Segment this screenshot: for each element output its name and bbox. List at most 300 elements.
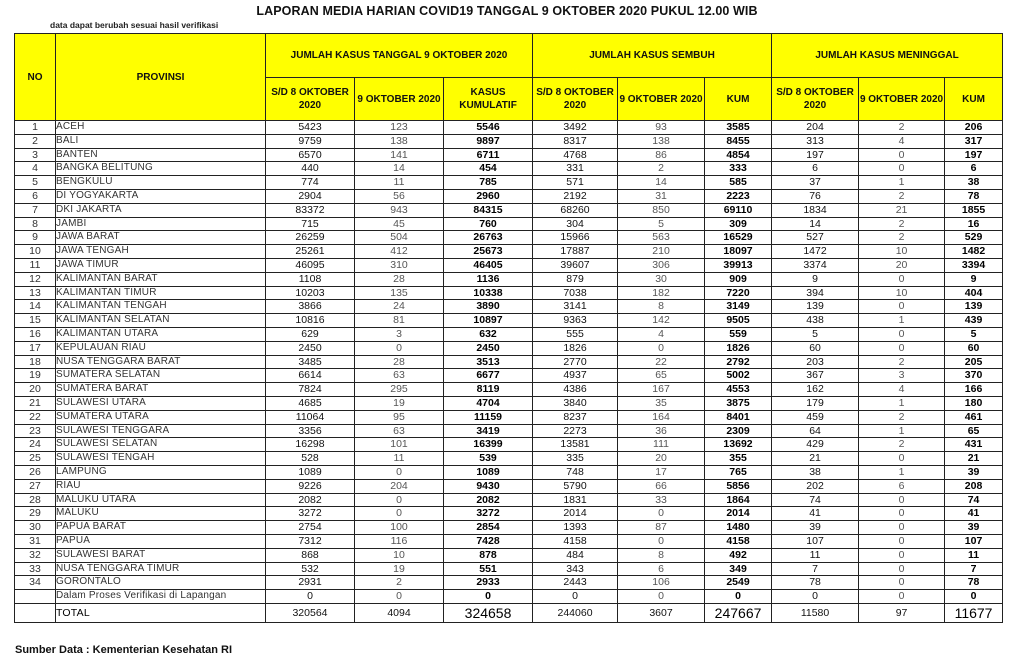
cell-deaths-today: 2: [859, 438, 945, 452]
cell-cases-cumulative: 3513: [444, 355, 533, 369]
cell-cases-cumulative: 3890: [444, 300, 533, 314]
cell-deaths-prev: 9: [772, 272, 859, 286]
table-row: [15, 424, 1003, 438]
cell-recovered-prev: 3141: [533, 300, 618, 314]
cell-cases-today: 141: [355, 148, 444, 162]
cell-deaths-cumulative: 1482: [945, 245, 1003, 259]
cell-cases-cumulative: 6677: [444, 369, 533, 383]
data-source: Sumber Data : Kementerian Kesehatan RI: [15, 644, 233, 656]
cell-deaths-today: 0: [859, 327, 945, 341]
cell-deaths-today: 0: [859, 562, 945, 576]
cell-deaths-today: 10: [859, 245, 945, 259]
cell-cases-prev: 25261: [266, 245, 355, 259]
cell-no: 19: [15, 369, 56, 383]
cell-cases-prev: 2450: [266, 341, 355, 355]
cell-recovered-today: 2: [618, 162, 705, 176]
cell-deaths-prev: 202: [772, 479, 859, 493]
cell-recovered-prev: 1393: [533, 521, 618, 535]
verification-note: data dapat berubah sesuai hasil verifikasi: [50, 20, 219, 30]
cell-cases-prev: 6570: [266, 148, 355, 162]
cell-recovered-cumulative: 765: [705, 465, 772, 479]
cell-no: 13: [15, 286, 56, 300]
covid-report-table: [14, 33, 1003, 623]
table-row: [15, 590, 1003, 604]
cell-recovered-prev: 8317: [533, 134, 618, 148]
cell-cases-today: 0: [355, 590, 444, 604]
cell-cases-cumulative: 84315: [444, 203, 533, 217]
cell-deaths-prev: 3374: [772, 258, 859, 272]
cell-cases-today: 45: [355, 217, 444, 231]
cell-deaths-cumulative: 3394: [945, 258, 1003, 272]
cell-recovered-today: 6: [618, 562, 705, 576]
cell-recovered-prev: 17887: [533, 245, 618, 259]
cell-deaths-prev: 60: [772, 341, 859, 355]
cell-deaths-cumulative: 166: [945, 383, 1003, 397]
cell-recovered-today: 106: [618, 576, 705, 590]
cell-cases-today: 11: [355, 176, 444, 190]
cell-no: 27: [15, 479, 56, 493]
cell-provinsi: KALIMANTAN UTARA: [56, 327, 266, 341]
cell-cases-cumulative: 16399: [444, 438, 533, 452]
cell-recovered-prev: 335: [533, 452, 618, 466]
cell-cases-cumulative: 3419: [444, 424, 533, 438]
cell-provinsi: SUMATERA SELATAN: [56, 369, 266, 383]
table-row: [15, 203, 1003, 217]
cell-recovered-cumulative: 0: [705, 590, 772, 604]
cell-recovered-today: 0: [618, 534, 705, 548]
cell-deaths-cumulative: 78: [945, 189, 1003, 203]
table-row: [15, 548, 1003, 562]
cell-cases-prev: 2931: [266, 576, 355, 590]
cell-cases-today: 0: [355, 493, 444, 507]
cell-recovered-prev: 5790: [533, 479, 618, 493]
cell-cases-today: 412: [355, 245, 444, 259]
cell-recovered-today: 17: [618, 465, 705, 479]
cell-no: [15, 590, 56, 604]
cell-cases-today: 0: [355, 341, 444, 355]
table-row: [15, 438, 1003, 452]
cell-deaths-prev: 78: [772, 576, 859, 590]
cell-recovered-today: 5: [618, 217, 705, 231]
cell-deaths-prev: 107: [772, 534, 859, 548]
cell-recovered-cumulative: 309: [705, 217, 772, 231]
cell-cases-cumulative: 1136: [444, 272, 533, 286]
cell-deaths-cumulative: 439: [945, 314, 1003, 328]
cell-deaths-cumulative: 370: [945, 369, 1003, 383]
table-row: [15, 231, 1003, 245]
cell-no: 30: [15, 521, 56, 535]
cell-cases-today: 135: [355, 286, 444, 300]
table-row: [15, 410, 1003, 424]
cell-recovered-cumulative: 5002: [705, 369, 772, 383]
cell-deaths-prev: 162: [772, 383, 859, 397]
cell-recovered-cumulative: 4553: [705, 383, 772, 397]
cell-provinsi: PAPUA: [56, 534, 266, 548]
cell-recovered-cumulative: 9505: [705, 314, 772, 328]
cell-deaths-today: 0: [859, 548, 945, 562]
cell-cases-prev: 16298: [266, 438, 355, 452]
cell-provinsi: BENGKULU: [56, 176, 266, 190]
header-group-row: [15, 34, 1003, 78]
table-row: [15, 479, 1003, 493]
cell-recovered-prev: 331: [533, 162, 618, 176]
header-cases-prev: S/D 8 OKTOBER 2020: [266, 78, 355, 121]
cell-cases-prev: 3356: [266, 424, 355, 438]
cell-recovered-prev: 0: [533, 590, 618, 604]
cell-cases-cumulative: 551: [444, 562, 533, 576]
cell-recovered-today: 167: [618, 383, 705, 397]
cell-deaths-today: 0: [859, 576, 945, 590]
cell-cases-today: 123: [355, 121, 444, 135]
cell-cases-cumulative: 6711: [444, 148, 533, 162]
cell-recovered-today: 14: [618, 176, 705, 190]
cell-cases-today: 4094: [355, 603, 444, 622]
table-row: [15, 162, 1003, 176]
table-row: [15, 562, 1003, 576]
cell-deaths-today: 1: [859, 314, 945, 328]
cell-provinsi: JAWA TIMUR: [56, 258, 266, 272]
cell-cases-today: 11: [355, 452, 444, 466]
cell-cases-today: 63: [355, 369, 444, 383]
cell-deaths-prev: 179: [772, 396, 859, 410]
cell-no: 26: [15, 465, 56, 479]
cell-deaths-prev: 204: [772, 121, 859, 135]
cell-deaths-today: 0: [859, 272, 945, 286]
table-row: [15, 217, 1003, 231]
cell-no: 32: [15, 548, 56, 562]
cell-no: 7: [15, 203, 56, 217]
cell-cases-cumulative: 0: [444, 590, 533, 604]
table-row: [15, 286, 1003, 300]
cell-deaths-prev: 438: [772, 314, 859, 328]
cell-recovered-prev: 3492: [533, 121, 618, 135]
cell-cases-cumulative: 324658: [444, 603, 533, 622]
cell-deaths-cumulative: 21: [945, 452, 1003, 466]
cell-recovered-cumulative: 355: [705, 452, 772, 466]
cell-recovered-today: 4: [618, 327, 705, 341]
cell-no: 22: [15, 410, 56, 424]
cell-provinsi: TOTAL: [56, 603, 266, 622]
cell-cases-prev: 2082: [266, 493, 355, 507]
cell-cases-cumulative: 2960: [444, 189, 533, 203]
report-title: LAPORAN MEDIA HARIAN COVID19 TANGGAL 9 OKTOBER 2020 PUKUL 12.00 WIB: [256, 4, 758, 18]
cell-deaths-today: 0: [859, 590, 945, 604]
cell-cases-prev: 868: [266, 548, 355, 562]
cell-recovered-today: 93: [618, 121, 705, 135]
cell-recovered-prev: 1826: [533, 341, 618, 355]
cell-recovered-cumulative: 4854: [705, 148, 772, 162]
cell-deaths-cumulative: 11: [945, 548, 1003, 562]
table-row: [15, 534, 1003, 548]
cell-deaths-today: 0: [859, 534, 945, 548]
cell-cases-prev: 1089: [266, 465, 355, 479]
header-deaths-cumulative: KUM: [945, 78, 1003, 121]
cell-no: 33: [15, 562, 56, 576]
cell-recovered-prev: 555: [533, 327, 618, 341]
cell-recovered-today: 36: [618, 424, 705, 438]
cell-provinsi: SULAWESI BARAT: [56, 548, 266, 562]
cell-recovered-prev: 4937: [533, 369, 618, 383]
cell-recovered-prev: 571: [533, 176, 618, 190]
header-group-cases: JUMLAH KASUS TANGGAL 9 OKTOBER 2020: [266, 34, 533, 78]
table-row: [15, 493, 1003, 507]
cell-cases-cumulative: 4704: [444, 396, 533, 410]
cell-provinsi: RIAU: [56, 479, 266, 493]
cell-recovered-cumulative: 4158: [705, 534, 772, 548]
cell-provinsi: BALI: [56, 134, 266, 148]
cell-recovered-cumulative: 3875: [705, 396, 772, 410]
cell-no: 10: [15, 245, 56, 259]
cell-deaths-today: 4: [859, 383, 945, 397]
cell-recovered-today: 65: [618, 369, 705, 383]
cell-deaths-today: 0: [859, 300, 945, 314]
cell-cases-prev: 440: [266, 162, 355, 176]
cell-recovered-cumulative: 1480: [705, 521, 772, 535]
cell-recovered-prev: 8237: [533, 410, 618, 424]
cell-recovered-today: 0: [618, 507, 705, 521]
header-group-recovered: JUMLAH KASUS SEMBUH: [533, 34, 772, 78]
cell-cases-today: 100: [355, 521, 444, 535]
cell-deaths-cumulative: 9: [945, 272, 1003, 286]
cell-cases-today: 2: [355, 576, 444, 590]
cell-recovered-prev: 9363: [533, 314, 618, 328]
cell-cases-cumulative: 632: [444, 327, 533, 341]
header-no: NO: [15, 34, 56, 121]
cell-provinsi: KALIMANTAN BARAT: [56, 272, 266, 286]
cell-recovered-today: 182: [618, 286, 705, 300]
table-row: [15, 272, 1003, 286]
cell-cases-prev: 528: [266, 452, 355, 466]
cell-deaths-cumulative: 1855: [945, 203, 1003, 217]
cell-provinsi: DI YOGYAKARTA: [56, 189, 266, 203]
cell-deaths-cumulative: 139: [945, 300, 1003, 314]
cell-cases-prev: 7312: [266, 534, 355, 548]
table-row: [15, 176, 1003, 190]
cell-deaths-prev: 7: [772, 562, 859, 576]
cell-cases-cumulative: 11159: [444, 410, 533, 424]
cell-cases-cumulative: 46405: [444, 258, 533, 272]
cell-deaths-cumulative: 317: [945, 134, 1003, 148]
cell-cases-cumulative: 9897: [444, 134, 533, 148]
cell-deaths-prev: 74: [772, 493, 859, 507]
cell-cases-prev: 2754: [266, 521, 355, 535]
cell-cases-today: 0: [355, 507, 444, 521]
cell-no: 1: [15, 121, 56, 135]
cell-recovered-prev: 2014: [533, 507, 618, 521]
cell-recovered-cumulative: 247667: [705, 603, 772, 622]
cell-recovered-today: 33: [618, 493, 705, 507]
cell-cases-today: 101: [355, 438, 444, 452]
cell-deaths-today: 21: [859, 203, 945, 217]
cell-recovered-cumulative: 559: [705, 327, 772, 341]
cell-deaths-cumulative: 404: [945, 286, 1003, 300]
cell-cases-today: 0: [355, 465, 444, 479]
cell-no: 11: [15, 258, 56, 272]
header-deaths-prev: S/D 8 OKTOBER 2020: [772, 78, 859, 121]
cell-no: 24: [15, 438, 56, 452]
cell-cases-today: 10: [355, 548, 444, 562]
cell-deaths-prev: 367: [772, 369, 859, 383]
cell-recovered-today: 22: [618, 355, 705, 369]
cell-cases-cumulative: 5546: [444, 121, 533, 135]
cell-no: 5: [15, 176, 56, 190]
cell-deaths-prev: 394: [772, 286, 859, 300]
cell-provinsi: MALUKU UTARA: [56, 493, 266, 507]
cell-cases-prev: 10816: [266, 314, 355, 328]
cell-recovered-today: 142: [618, 314, 705, 328]
cell-cases-today: 28: [355, 272, 444, 286]
cell-recovered-prev: 244060: [533, 603, 618, 622]
table-row: [15, 148, 1003, 162]
table-row: [15, 121, 1003, 135]
table-row: [15, 521, 1003, 535]
table-body: [15, 121, 1003, 623]
cell-no: 15: [15, 314, 56, 328]
cell-deaths-prev: 1834: [772, 203, 859, 217]
cell-deaths-prev: 11: [772, 548, 859, 562]
cell-recovered-prev: 2770: [533, 355, 618, 369]
cell-no: 28: [15, 493, 56, 507]
cell-provinsi: SUMATERA UTARA: [56, 410, 266, 424]
cell-cases-prev: 3485: [266, 355, 355, 369]
cell-deaths-today: 1: [859, 396, 945, 410]
cell-provinsi: LAMPUNG: [56, 465, 266, 479]
cell-cases-prev: 7824: [266, 383, 355, 397]
cell-deaths-prev: 203: [772, 355, 859, 369]
table-row: [15, 300, 1003, 314]
cell-cases-today: 19: [355, 562, 444, 576]
cell-recovered-cumulative: 333: [705, 162, 772, 176]
cell-deaths-today: 0: [859, 162, 945, 176]
cell-recovered-cumulative: 8455: [705, 134, 772, 148]
cell-no: 16: [15, 327, 56, 341]
cell-provinsi: KALIMANTAN SELATAN: [56, 314, 266, 328]
table-row: [15, 465, 1003, 479]
cell-cases-cumulative: 785: [444, 176, 533, 190]
cell-cases-cumulative: 26763: [444, 231, 533, 245]
cell-recovered-prev: 2443: [533, 576, 618, 590]
total-row: [15, 603, 1003, 622]
cell-no: 18: [15, 355, 56, 369]
cell-deaths-cumulative: 78: [945, 576, 1003, 590]
cell-no: 2: [15, 134, 56, 148]
cell-deaths-prev: 14: [772, 217, 859, 231]
cell-deaths-today: 97: [859, 603, 945, 622]
cell-recovered-cumulative: 39913: [705, 258, 772, 272]
cell-recovered-prev: 4386: [533, 383, 618, 397]
cell-deaths-cumulative: 38: [945, 176, 1003, 190]
cell-cases-prev: 26259: [266, 231, 355, 245]
cell-recovered-prev: 1831: [533, 493, 618, 507]
cell-cases-today: 504: [355, 231, 444, 245]
table-row: [15, 189, 1003, 203]
cell-recovered-prev: 4158: [533, 534, 618, 548]
cell-provinsi: DKI JAKARTA: [56, 203, 266, 217]
cell-deaths-today: 20: [859, 258, 945, 272]
cell-recovered-cumulative: 2223: [705, 189, 772, 203]
cell-cases-cumulative: 2450: [444, 341, 533, 355]
cell-deaths-cumulative: 180: [945, 396, 1003, 410]
cell-cases-today: 63: [355, 424, 444, 438]
cell-deaths-prev: 37: [772, 176, 859, 190]
cell-cases-prev: 5423: [266, 121, 355, 135]
cell-recovered-prev: 748: [533, 465, 618, 479]
cell-cases-today: 95: [355, 410, 444, 424]
cell-deaths-cumulative: 208: [945, 479, 1003, 493]
cell-recovered-prev: 13581: [533, 438, 618, 452]
cell-recovered-cumulative: 1864: [705, 493, 772, 507]
cell-provinsi: SUMATERA BARAT: [56, 383, 266, 397]
cell-provinsi: SULAWESI TENGAH: [56, 452, 266, 466]
cell-no: 17: [15, 341, 56, 355]
table-row: [15, 383, 1003, 397]
cell-deaths-today: 0: [859, 452, 945, 466]
cell-no: 9: [15, 231, 56, 245]
cell-no: [15, 603, 56, 622]
cell-cases-today: 116: [355, 534, 444, 548]
cell-deaths-prev: 429: [772, 438, 859, 452]
cell-no: 29: [15, 507, 56, 521]
cell-cases-today: 56: [355, 189, 444, 203]
cell-deaths-prev: 76: [772, 189, 859, 203]
cell-deaths-cumulative: 11677: [945, 603, 1003, 622]
cell-deaths-today: 0: [859, 493, 945, 507]
cell-cases-today: 138: [355, 134, 444, 148]
cell-cases-prev: 9759: [266, 134, 355, 148]
cell-recovered-today: 111: [618, 438, 705, 452]
cell-cases-prev: 4685: [266, 396, 355, 410]
header-cases-today: 9 OKTOBER 2020: [355, 78, 444, 121]
cell-recovered-cumulative: 2549: [705, 576, 772, 590]
cell-recovered-prev: 304: [533, 217, 618, 231]
cell-deaths-cumulative: 529: [945, 231, 1003, 245]
cell-recovered-cumulative: 13692: [705, 438, 772, 452]
cell-cases-cumulative: 1089: [444, 465, 533, 479]
cell-deaths-prev: 11580: [772, 603, 859, 622]
cell-recovered-prev: 4768: [533, 148, 618, 162]
table-row: [15, 396, 1003, 410]
cell-cases-cumulative: 760: [444, 217, 533, 231]
cell-no: 21: [15, 396, 56, 410]
cell-provinsi: KEPULAUAN RIAU: [56, 341, 266, 355]
cell-deaths-cumulative: 461: [945, 410, 1003, 424]
cell-no: 8: [15, 217, 56, 231]
cell-no: 3: [15, 148, 56, 162]
cell-no: 31: [15, 534, 56, 548]
cell-cases-cumulative: 454: [444, 162, 533, 176]
cell-deaths-cumulative: 16: [945, 217, 1003, 231]
cell-deaths-today: 0: [859, 148, 945, 162]
cell-recovered-cumulative: 3149: [705, 300, 772, 314]
cell-recovered-today: 164: [618, 410, 705, 424]
cell-recovered-prev: 3840: [533, 396, 618, 410]
cell-deaths-prev: 0: [772, 590, 859, 604]
cell-provinsi: GORONTALO: [56, 576, 266, 590]
cell-cases-prev: 9226: [266, 479, 355, 493]
cell-recovered-prev: 15966: [533, 231, 618, 245]
table-row: [15, 576, 1003, 590]
cell-cases-prev: 6614: [266, 369, 355, 383]
cell-deaths-prev: 1472: [772, 245, 859, 259]
cell-cases-cumulative: 9430: [444, 479, 533, 493]
table-row: [15, 327, 1003, 341]
cell-deaths-today: 1: [859, 424, 945, 438]
cell-provinsi: JAWA BARAT: [56, 231, 266, 245]
cell-deaths-today: 0: [859, 521, 945, 535]
cell-deaths-today: 0: [859, 507, 945, 521]
cell-deaths-cumulative: 107: [945, 534, 1003, 548]
cell-cases-today: 19: [355, 396, 444, 410]
